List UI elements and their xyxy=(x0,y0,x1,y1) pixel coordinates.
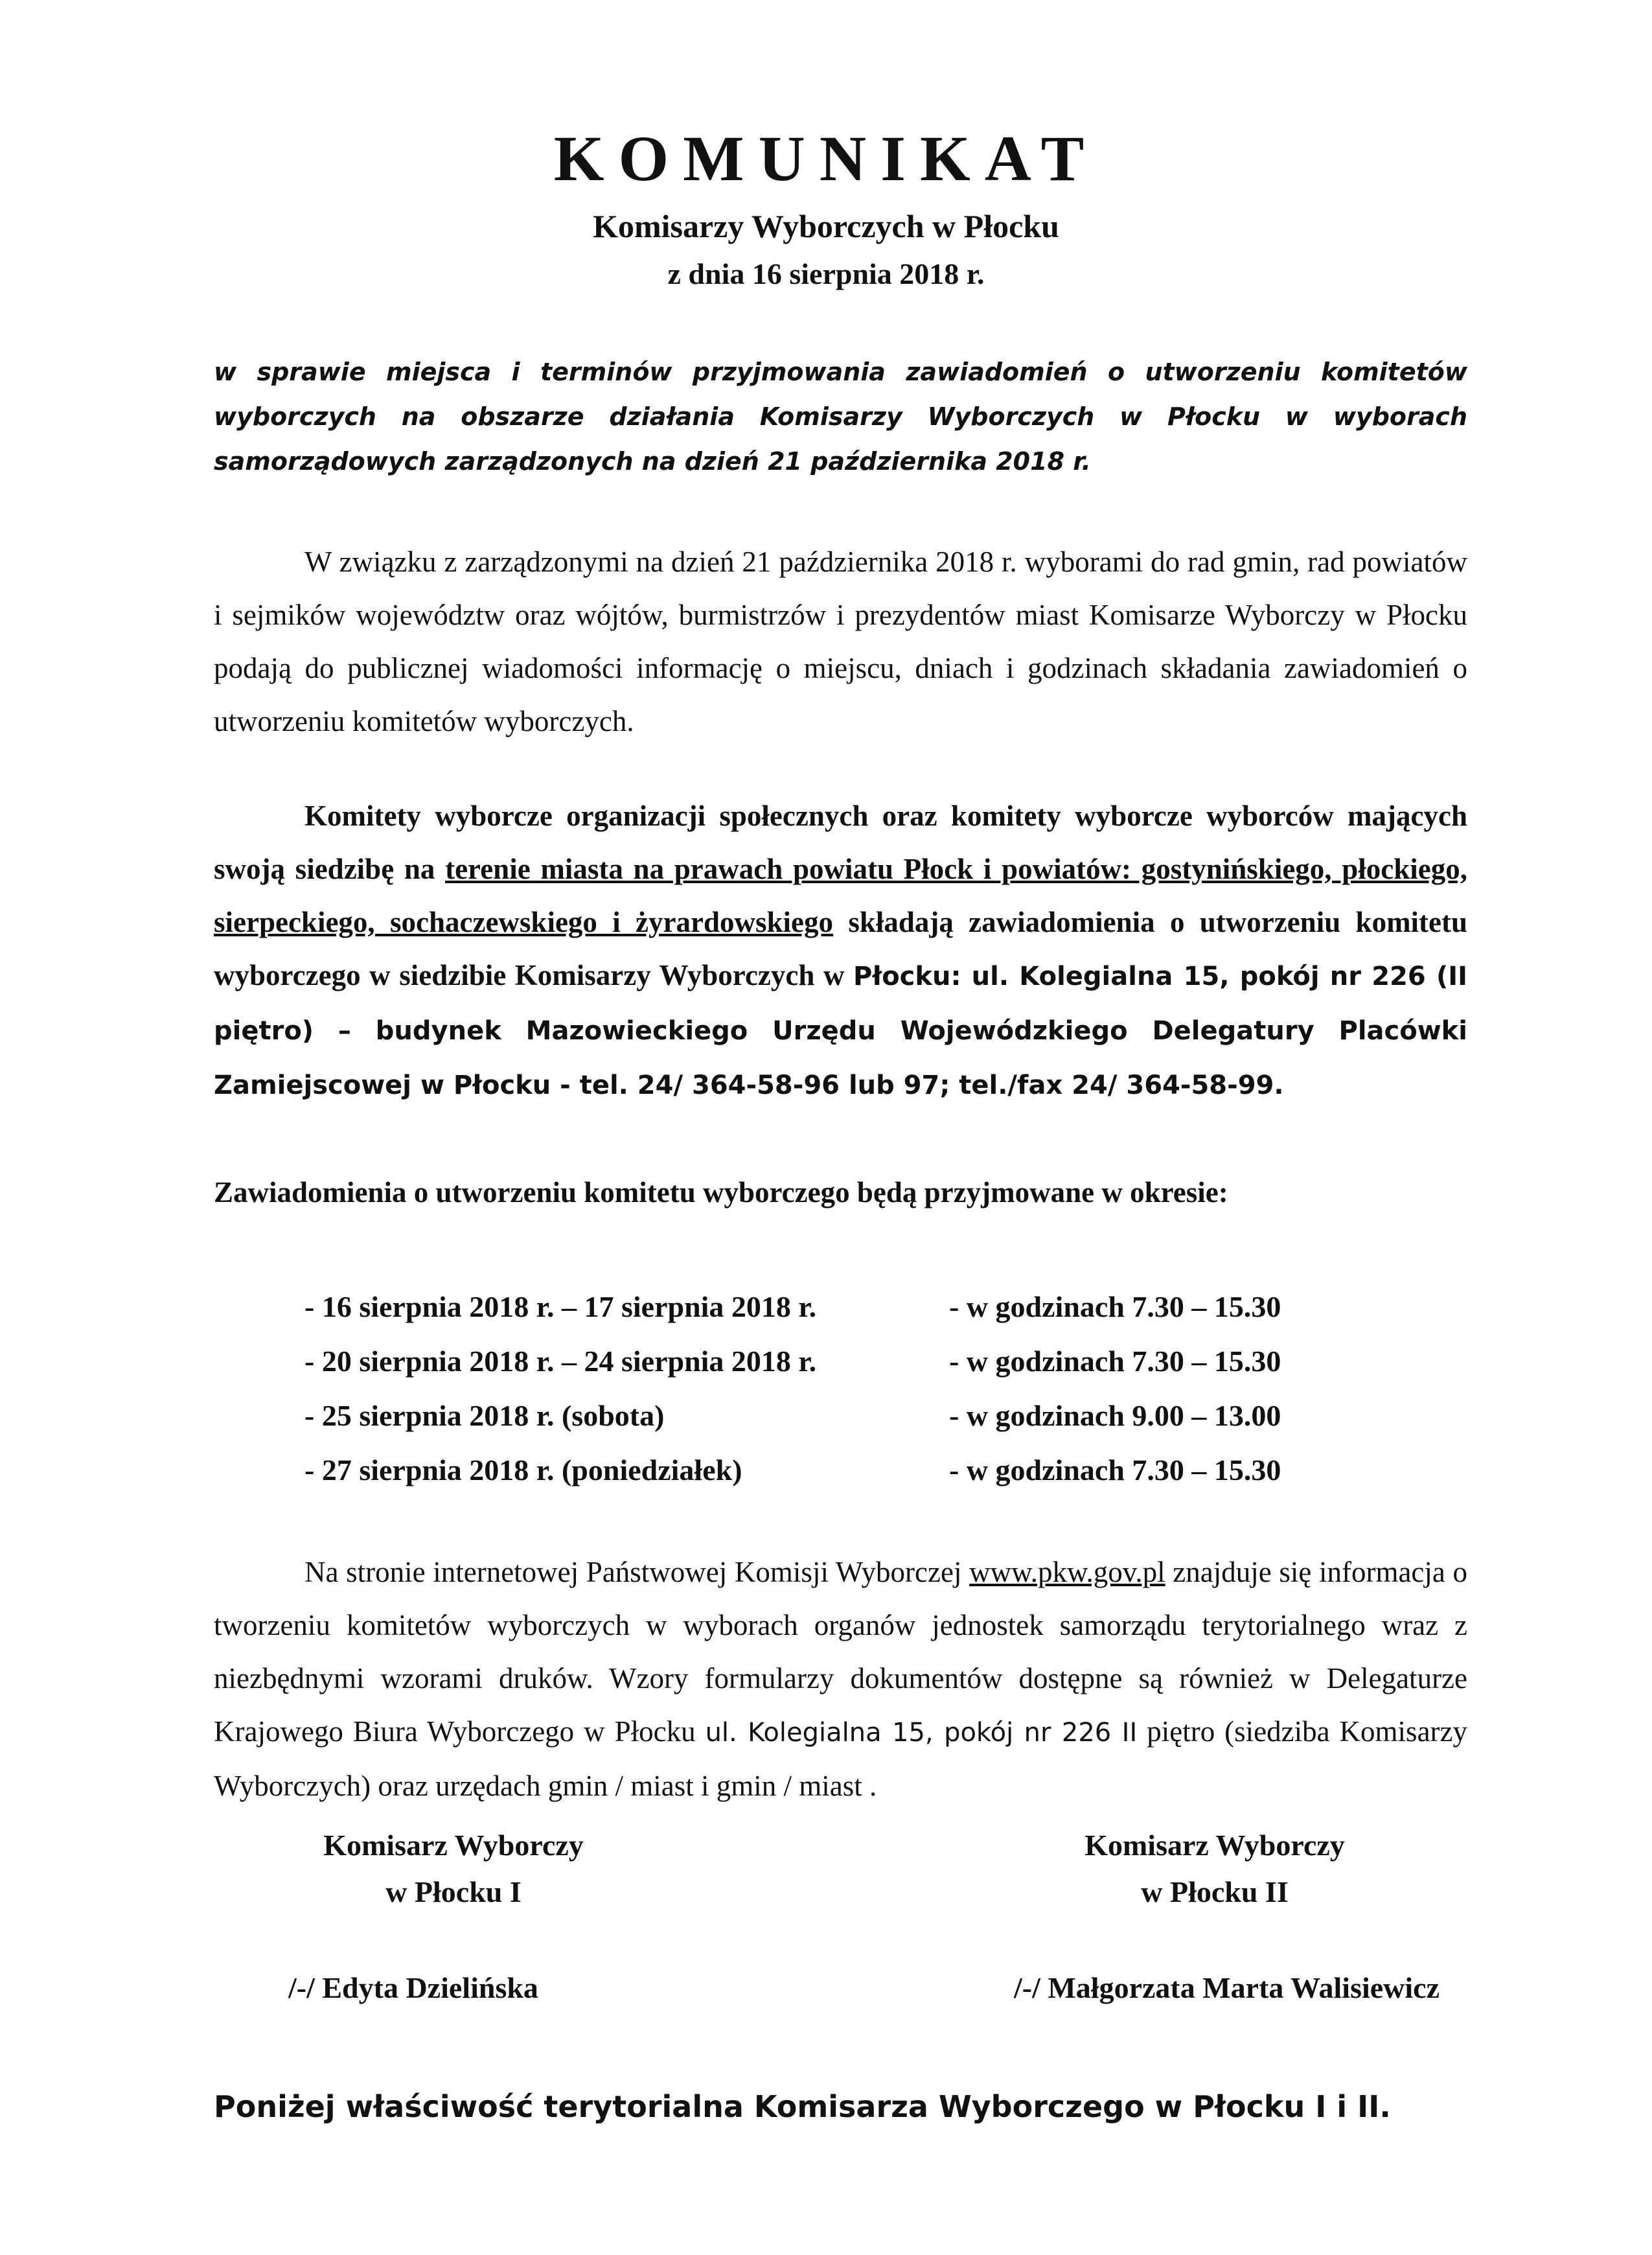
paragraph-intro: W związku z zarządzonymi na dzień 21 października 2018 r. wyborami do rad gmin, rad powiatów i sejmików województw oraz wójtów, burmistrzów i prezydentów miast Komisarze Wyborczy w Płocku podają do publicznej wiadomości informację o miejscu, dniach i godzinach składania zawiadomień o utworzeniu komitetów wyborczych. xyxy=(214,546,1467,737)
schedule-dates: - 25 sierpnia 2018 r. (sobota) xyxy=(304,1399,665,1432)
document-title: KOMUNIKAT xyxy=(553,122,1099,194)
footer-note: Poniżej właściwość terytorialna Komisarza Wyborczego w Płocku I i II. xyxy=(214,2089,1391,2124)
schedule-row xyxy=(304,1389,1406,1443)
committees-text-1: Komitety wyborcze organizacji społecznych oraz komitety wyborcze wyborców mających swoją siedzibę na xyxy=(214,800,1467,885)
signature-name-2: /-/ Małgorzata Marta Walisiewicz xyxy=(1014,1971,1440,2004)
document-subtitle: Komisarzy Wyborczych w Płocku xyxy=(593,208,1059,244)
schedule-dates: - 20 sierpnia 2018 r. – 24 sierpnia 2018 r. xyxy=(304,1345,817,1378)
signature-role: Komisarz Wyborczy xyxy=(323,1829,584,1862)
schedule-row xyxy=(304,1334,1406,1389)
schedule-row xyxy=(304,1280,1406,1334)
info-address: ul. Kolegialna 15, pokój nr 226 II xyxy=(705,1718,1138,1748)
signature-office: w Płocku II xyxy=(1141,1875,1289,1908)
schedule-hours: - w godzinach 7.30 – 15.30 xyxy=(949,1290,1281,1323)
paragraph-period: Zawiadomienia o utworzeniu komitetu wyborczego będą przyjmowane w okresie: xyxy=(214,1176,1228,1208)
info-text-1: Na stronie internetowej Państwowej Komisji Wyborczej xyxy=(304,1556,962,1588)
info-text-3: piętro (siedziba Komisarzy Wyborczych) oraz urzędach gmin / miast i gmin / miast . xyxy=(214,1715,1468,1802)
signature-block-2 xyxy=(923,1822,1506,1915)
signature-name-1: /-/ Edyta Dzielińska xyxy=(288,1971,538,2004)
committees-territory: terenie miasta na prawach powiatu Płock i powiatów: gostynińskiego, płockiego, sierpeckiego, sochaczewskiego i żyrardowskiego xyxy=(214,853,1467,938)
schedule-hours: - w godzinach 7.30 – 15.30 xyxy=(949,1453,1281,1486)
document-subject: w sprawie miejsca i terminów przyjmowania zawiadomień o utworzeniu komitetów wyborczych na obszarze działania Komisarzy Wyborczych w Płocku w wyborach samorządowych zarządzonych na dzień 21 października 2018 r. xyxy=(214,358,1467,476)
committees-address: Płocku: ul. Kolegialna 15, pokój nr 226 (II piętro) – budynek Mazowieckiego Urzędu Wojewódzkiego Delegatury Placówki Zamiejscowej w Płocku - tel. 24/ 364-58-96 lub 97; tel./fax 24/ 364-58-99. xyxy=(214,962,1468,1100)
schedule-row xyxy=(304,1443,1406,1498)
info-text-2: znajduje się informacja o tworzeniu komitetów wyborczych w wyborach organów jednostek samorządu terytorialnego wraz z niezbędnymi wzorami druków. Wzory formularzy dokumentów dostępne są również w Delegaturze Krajowego Biura Wyborczego w Płocku xyxy=(214,1556,1468,1748)
signature-office: w Płocku I xyxy=(385,1875,522,1908)
schedule-list xyxy=(304,1280,1406,1498)
schedule-dates: - 27 sierpnia 2018 r. (poniedziałek) xyxy=(304,1453,742,1486)
signature-role: Komisarz Wyborczy xyxy=(1084,1829,1345,1862)
schedule-hours: - w godzinach 9.00 – 13.00 xyxy=(949,1399,1281,1432)
document-date: z dnia 16 sierpnia 2018 r. xyxy=(667,257,985,290)
committees-text-2: składają zawiadomienia o utworzeniu komitetu wyborczego w siedzibie Komisarzy Wyborczych w xyxy=(214,906,1468,991)
pkw-website-link[interactable]: www.pkw.gov.pl xyxy=(969,1556,1165,1588)
schedule-dates: - 16 sierpnia 2018 r. – 17 sierpnia 2018 r. xyxy=(304,1290,817,1323)
paragraph-info xyxy=(214,1545,1467,1812)
paragraph-committees xyxy=(214,789,1467,1112)
schedule-hours: - w godzinach 7.30 – 15.30 xyxy=(949,1345,1281,1378)
signature-block-1 xyxy=(162,1822,745,1915)
